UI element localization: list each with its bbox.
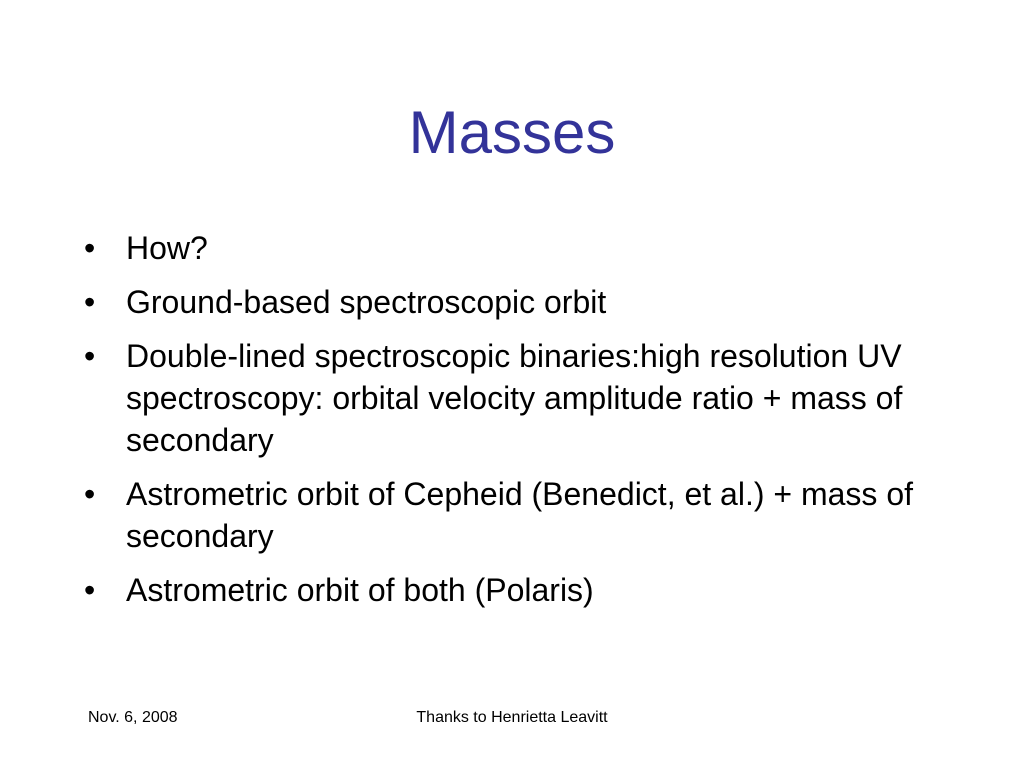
bullet-text: Double-lined spectroscopic binaries:high resolution UV spectroscopy: orbital velocity amplitude ratio + mass of secondary bbox=[126, 338, 903, 458]
bullet-list bbox=[84, 227, 964, 623]
bullet-icon: • bbox=[84, 476, 96, 512]
bullet-text: Ground-based spectroscopic orbit bbox=[126, 284, 607, 320]
bullet-icon: • bbox=[84, 284, 96, 320]
bullet-item-astrometric-cepheid bbox=[84, 473, 964, 557]
bullet-item-astrometric-both bbox=[84, 569, 964, 611]
bullet-icon: • bbox=[84, 338, 96, 374]
bullet-item-how bbox=[84, 227, 964, 269]
bullet-icon: • bbox=[84, 230, 96, 266]
slide-title: Masses bbox=[408, 99, 616, 166]
bullet-item-ground-based bbox=[84, 281, 964, 323]
bullet-text: Astrometric orbit of both (Polaris) bbox=[126, 572, 594, 608]
bullet-item-double-lined bbox=[84, 335, 964, 461]
bullet-icon: • bbox=[84, 572, 96, 608]
bullet-text: How? bbox=[126, 230, 208, 266]
bullet-text: Astrometric orbit of Cepheid (Benedict, et al.) + mass of secondary bbox=[126, 476, 913, 554]
footer-date: Nov. 6, 2008 bbox=[88, 709, 178, 726]
footer-center-text: Thanks to Henrietta Leavitt bbox=[416, 709, 608, 726]
